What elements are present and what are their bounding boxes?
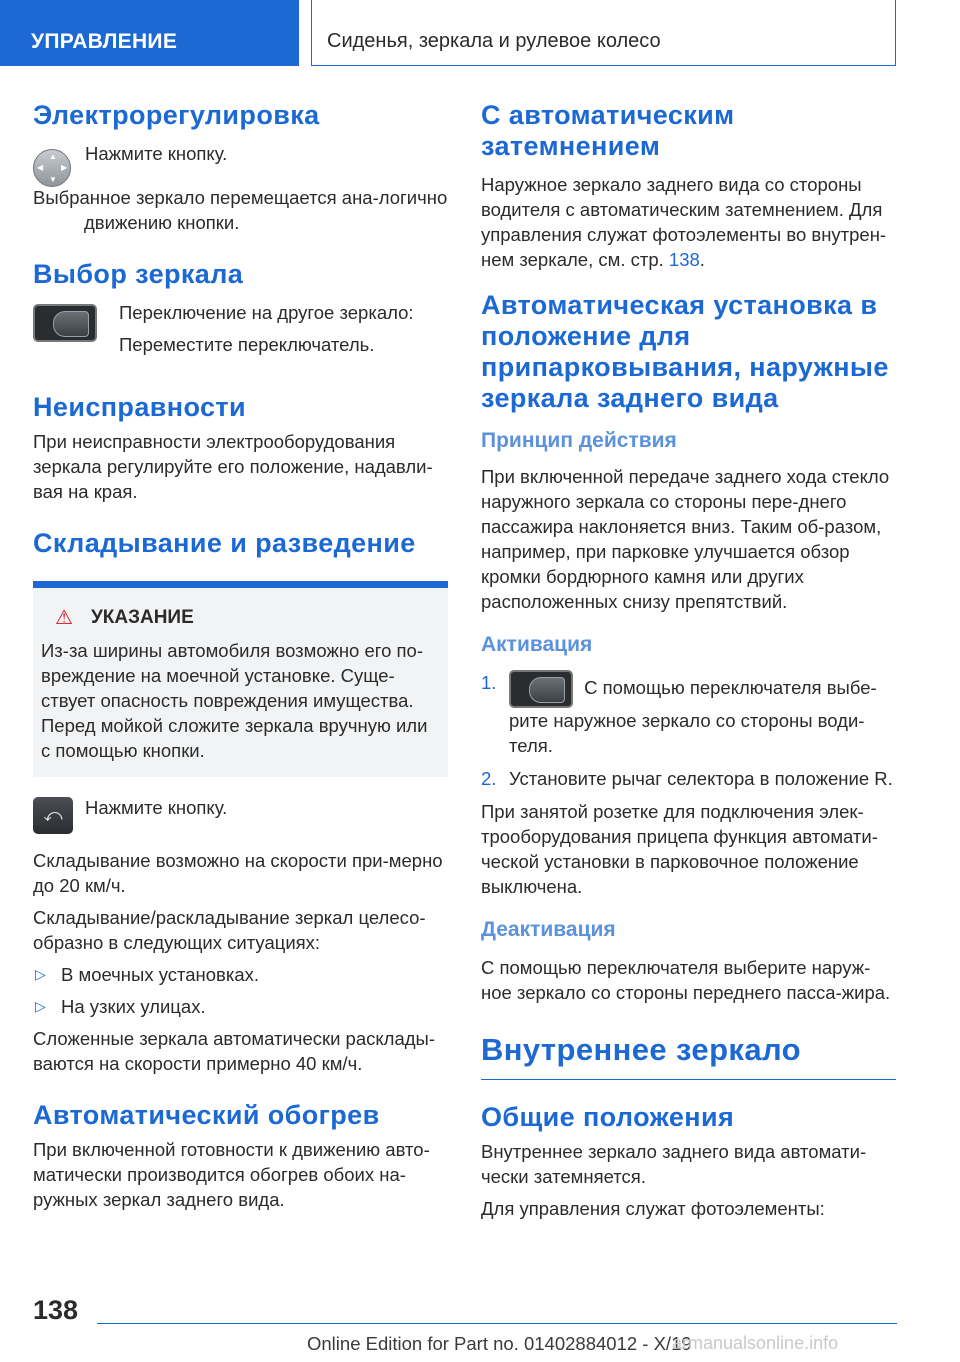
mirror-switch-icon bbox=[509, 670, 573, 708]
fold-bullet-text: На узких улицах. bbox=[61, 996, 206, 1017]
fold-mirror-button-icon: ⤺ bbox=[33, 797, 73, 834]
heading-principle: Принцип действия bbox=[481, 429, 677, 452]
heat-text: При включенной готовности к движению авто-матически производится обогрев обоих на-ружных зеркал заднего вида. bbox=[33, 1139, 430, 1210]
warning-label: УКАЗАНИЕ bbox=[90, 606, 194, 628]
electro-desc: Выбранное зеркало перемещается ана-логично движению кнопки. bbox=[33, 187, 448, 233]
inner-p1: Внутреннее зеркало заднего вида автомати-чески затемняется. bbox=[481, 1141, 867, 1187]
heading-heat: Автоматический обогрев bbox=[33, 1100, 380, 1130]
inner-p2: Для управления служат фотоэлементы: bbox=[481, 1198, 825, 1219]
fold-p1: Складывание возможно на скорости при-мерно до 20 км/ч. bbox=[33, 850, 443, 896]
fold-press: Нажмите кнопку. bbox=[85, 797, 228, 818]
page-number: 138 bbox=[33, 1295, 79, 1325]
step-number: 2. bbox=[481, 768, 497, 789]
page-header bbox=[0, 0, 960, 66]
right-column bbox=[481, 100, 896, 1228]
bullet-triangle-icon: ▷ bbox=[35, 966, 46, 982]
electro-press: Нажмите кнопку. bbox=[85, 143, 228, 164]
select-p1: Переключение на другое зеркало: bbox=[119, 302, 414, 323]
step-number: 1. bbox=[481, 672, 497, 693]
select-text bbox=[119, 300, 448, 364]
warning-text: Из-за ширины автомобиля возможно его по-вреждение на моечной установке. Суще-ствует опасность повреждения имущества. Перед мойкой сложите зеркала вручную или с помощью кнопки. bbox=[41, 640, 428, 761]
activation-step bbox=[481, 670, 896, 758]
heading-deactivation: Деактивация bbox=[481, 918, 616, 941]
select-p2: Переместите переключатель. bbox=[119, 334, 375, 355]
footer-divider bbox=[97, 1323, 897, 1324]
heading-activation: Активация bbox=[481, 633, 593, 656]
fold-bullet bbox=[33, 962, 448, 987]
deactivation-text: С помощью переключателя выберите наруж-ное зеркало со стороны переднего пасса-жира. bbox=[481, 957, 891, 1003]
heading-fault: Неисправности bbox=[33, 392, 247, 422]
footer-edition: Online Edition for Part no. 01402884012 - X/19 bbox=[307, 1333, 692, 1354]
activation-step bbox=[481, 766, 896, 791]
principle-text: При включенной передаче заднего хода стекло наружного зеркала со стороны пере-днего пассажира наклоняется вниз. Таким об-разом, например, при парковке улучшается обзор кромки бордюрного камня или других расположенных снизу препятствий. bbox=[481, 466, 890, 612]
activation-note: При занятой розетке для подключения элек-трооборудования прицепа функция автомати-ческой установки в парковочное положение выключена. bbox=[481, 801, 878, 897]
warning-box bbox=[33, 581, 448, 777]
mirror-switch-icon bbox=[33, 304, 97, 342]
warning-triangle-icon: ⚠ bbox=[55, 607, 73, 629]
electro-text bbox=[85, 141, 448, 173]
heading-fold: Складывание и разведение bbox=[33, 528, 416, 558]
fold-p3: Сложенные зеркала автоматически расклады-ваются на скорости примерно 40 км/ч. bbox=[33, 1028, 436, 1074]
heading-dim: С автоматическим затемнением bbox=[481, 100, 735, 161]
fault-text: При неисправности электрооборудования зеркала регулируйте его положение, надавли-вая на края. bbox=[33, 431, 433, 502]
step-text: Установите рычаг селектора в положение R. bbox=[509, 768, 893, 789]
dim-text-end: . bbox=[699, 249, 705, 270]
chapter-tab[interactable]: Сиденья, зеркала и рулевое колесо bbox=[311, 0, 896, 66]
heading-inner-mirror: Внутреннее зеркало bbox=[481, 1031, 896, 1080]
fold-press-wrap bbox=[85, 795, 448, 827]
step-body bbox=[509, 670, 896, 758]
heading-electro: Электрорегулировка bbox=[33, 100, 320, 130]
dim-text-body: Наружное зеркало заднего вида со стороны водителя с автоматическим затемнением. Для управления служат фотоэлементы во внутрен-нем зеркале, см. стр. bbox=[481, 174, 887, 270]
section-tab[interactable]: УПРАВЛЕНИЕ bbox=[0, 0, 299, 66]
select-row bbox=[33, 300, 448, 364]
mirror-adjust-button-icon: ▲ ▼ ◀ ▶ bbox=[33, 149, 71, 187]
heading-parking: Автоматическая установка в положение для припарковывания, наружные зеркала заднего вида bbox=[481, 290, 889, 413]
fold-bullet bbox=[33, 994, 448, 1019]
fold-bullet-text: В моечных установках. bbox=[61, 964, 260, 985]
dim-text bbox=[481, 172, 896, 272]
heading-general: Общие положения bbox=[481, 1102, 735, 1132]
page-reference-link[interactable]: 138 bbox=[668, 249, 700, 270]
electro-row bbox=[33, 141, 448, 187]
footer-watermark: armanualsonline.info bbox=[672, 1333, 839, 1353]
fold-row bbox=[33, 795, 448, 834]
warning-title bbox=[41, 605, 440, 630]
left-column bbox=[33, 100, 448, 1219]
step-text: С помощью переключателя выбе-рите наружное зеркало со стороны води-теля. bbox=[509, 676, 877, 756]
fold-p2: Складывание/раскладывание зеркал целесо-образно в следующих ситуациях: bbox=[33, 907, 426, 953]
heading-select: Выбор зеркала bbox=[33, 259, 244, 289]
bullet-triangle-icon: ▷ bbox=[35, 998, 46, 1014]
